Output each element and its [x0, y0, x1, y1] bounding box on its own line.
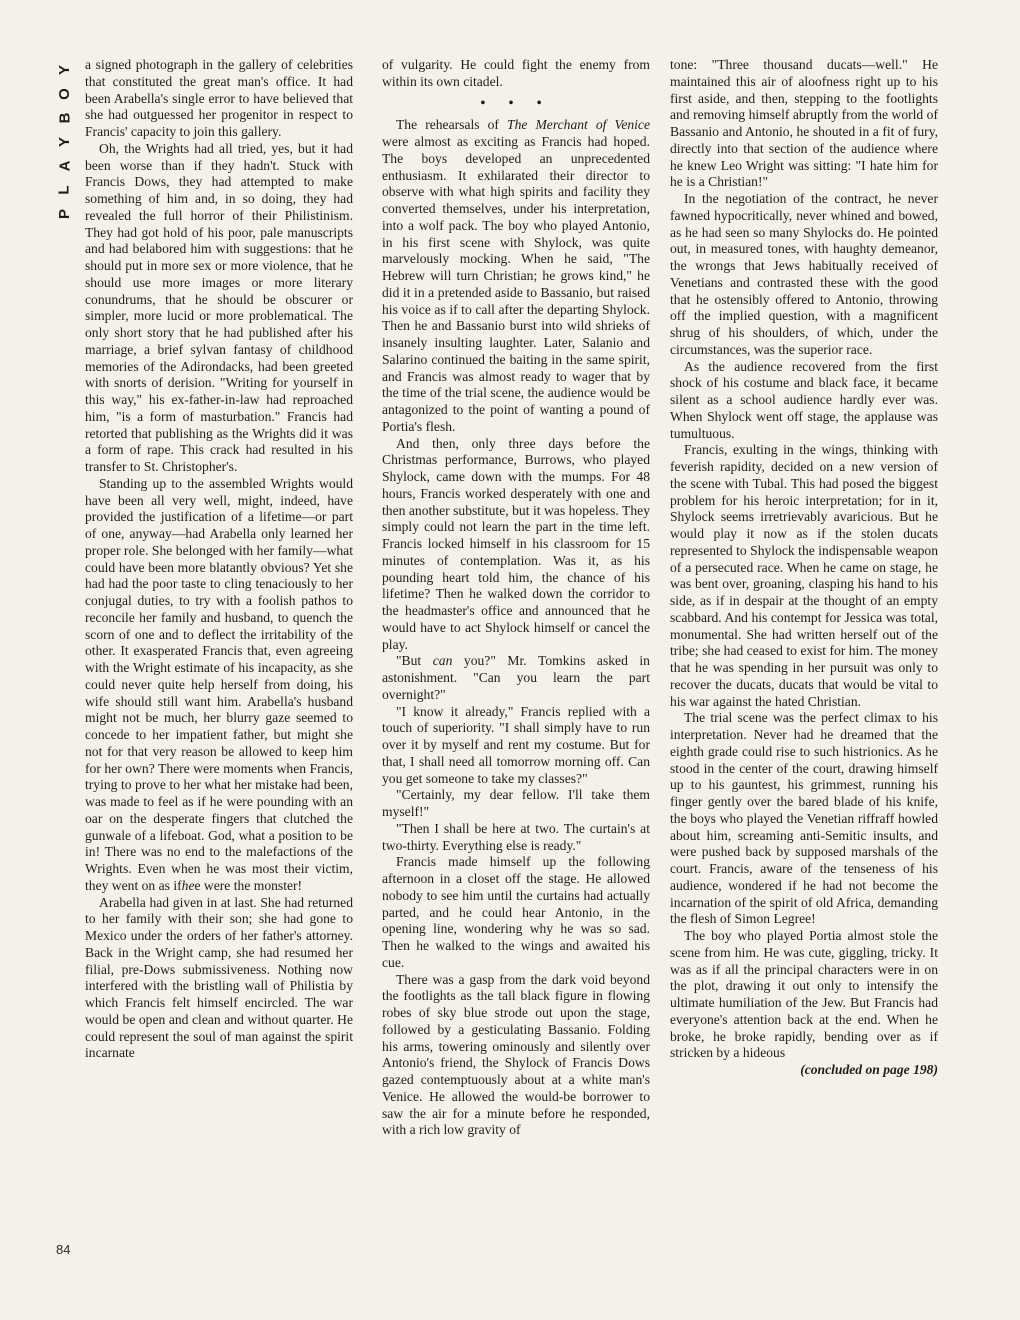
page-number: 84	[56, 1242, 71, 1257]
text-column-2	[382, 57, 650, 1139]
text-column-3	[670, 57, 938, 1079]
masthead-letter: P	[55, 208, 73, 220]
masthead-letter: O	[55, 88, 73, 100]
body-paragraph: Arabella had given in at last. She had returned to her family with their son; she had gone to Mexico under the orders of her father's attorney. Back in the Wright camp, she had resumed her filial, pre-Dows submissiveness. Nothing now interfered with the bristling wall of Philistia by which Francis felt himself encircled. The war would be open and clean and without quarter. He could represent the soul of man against the spirit incarnate	[85, 894, 353, 1061]
body-paragraph: As the audience recovered from the first shock of his costume and black face, it became silent as a school audience hardly ever was. When Shylock went off stage, the applause was tumultuous.	[670, 358, 938, 441]
body-paragraph: "Certainly, my dear fellow. I'll take them myself!"	[382, 787, 650, 819]
section-break: • • •	[480, 94, 552, 110]
body-paragraph: of vulgarity. He could fight the enemy from within its own citadel.	[382, 57, 650, 89]
masthead-letter: L	[55, 185, 73, 195]
body-paragraph: Francis made himself up the following afternoon in a closet off the stage. He allowed nobody to see him until the curtains had actually parted, and he could hear Antonio, in the opening line, wondering why he was so sad. Then he walked to the wings and awaited his cue.	[382, 854, 650, 970]
body-paragraph: There was a gasp from the dark void beyond the footlights as the tall black figure in flowing robes of sky blue strode out upon the stage, followed by a gesticulating Bassanio. Folding his arms, towering ominously and silently over Antonio's friend, the Shylock of Francis Dows gazed contemptuously about at a white man's Venice. He allowed the would-be borrower to saw the air for a minute before he responded, with a rich low gravity of	[382, 971, 650, 1138]
continued-note: (concluded on page 198)	[800, 1062, 938, 1077]
body-paragraph: In the negotiation of the contract, he never fawned hypocritically, never whined and bowed, as he had seen so many Shylocks do. He pointed out, in measured tones, with haughty demeanor, the wrongs that Jews habitually received of Venetians and contrasted these with the good that he ostensibly offered to Antonio, throwing off the implied question, with a magnificent shrug of his shoulders, of which, under the circumstances, was the superior race.	[670, 191, 938, 357]
body-paragraph: tone: "Three thousand ducats—well." He maintained this air of aloofness right up to his first aside, and then, stepping to the footlights and removing himself abruptly from the world of Bassanio and Antonio, he shouted in a fit of fury, directly into that section of the audience where he knew Leo Wright was sitting: "I hate him for he is a Christian!"	[670, 57, 938, 190]
masthead-letter: Y	[55, 136, 73, 148]
body-paragraph: Oh, the Wrights had all tried, yes, but it had been worse than if they hadn't. Stuck with Francis Dows, they had attempted to make something of him and, in so doing, they had revealed the full horror of their Philistinism. They had got hold of his poor, pale manuscripts and had belabored him with suggestions: that he should put in more sex or more violence, that he should use more images or more literary conundrums, that he should be obscurer or simpler, more lucid or more problematical. The only short story that he had published after his marriage, a brief sylvan fantasy of childhood memories of the Adirondacks, had been greeted with snorts of derision. "Writing for yourself in this way," his ex-father-in-law had reproached him, "is a form of masturbation." Francis had retorted that publishing as the Wrights did it was a form of rape. This crack had resulted in his transfer to St. Christopher's.	[85, 140, 353, 474]
body-paragraph: The boy who played Portia almost stole the scene from him. He was cute, giggling, tricky. It was as if all the principal characters were in on the plot, drawing it out only to intensify the ultimate humiliation of the Jew. But Francis had everyone's attention back at the end. When he broke, he broke rapidly, bending over as if stricken by a hideous	[670, 928, 938, 1061]
body-paragraph: "But can you?" Mr. Tomkins asked in astonishment. "Can you learn the part overnight?"	[382, 653, 650, 702]
body-paragraph: The trial scene was the perfect climax to his interpretation. Never had he dreamed that the eighth grade could rise to such histrionics. As he stood in the center of the court, drawing himself up to his gauntest, his grimmest, running his finger gently over the bared blade of his knife, the boys who played the Venetian riffraff howled about him, screaming anti-Semitic insults, and were pushed back by supposed marshals of the court. Francis, aware of the tenseness of his audience, wondered if he had not become the incarnation of the spirit of old Africa, demanding the flesh of Simon Legree!	[670, 710, 938, 927]
masthead-letter: A	[56, 160, 73, 172]
playboy-vertical-masthead	[54, 58, 76, 226]
body-paragraph: And then, only three days before the Christmas performance, Burrows, who played Shylock, came down with the mumps. For 48 hours, Francis worked desperately with one and then another substitute, but it was hopeless. They simply could not learn the part in the time left. Francis locked himself in his classroom for 15 minutes of contemplation. Was it, as his pounding heart told him, the chance of his lifetime? Then he walked down the corridor to the headmaster's office and announced that he would have to act Shylock himself or cancel the play.	[382, 435, 650, 652]
body-paragraph: a signed photograph in the gallery of celebrities that constituted the great man's office. It had been Arabella's single error to have believed that she had outguessed her progenitor in respect to Francis' capacity to join this gallery.	[85, 57, 353, 139]
text-column-1	[85, 57, 353, 1062]
body-paragraph: "Then I shall be here at two. The curtain's at two-thirty. Everything else is ready."	[382, 820, 650, 853]
body-paragraph: "I know it already," Francis replied with a touch of superiority. "I shall simply have to run over it by myself and rent my costume. But for that, I shall need all tomorrow morning off. Can you get someone to take my classes?"	[382, 703, 650, 786]
body-paragraph: Francis, exulting in the wings, thinking with feverish rapidity, decided on a new version of the scene with Tubal. This had posed the biggest problem for his heroic interpretation; for in it, Shylock seems irretrievably avaricious. But he would play it now as if the stolen ducats represented to Shylock the indispensable weapon of a persecuted race. When he came on stage, he was bent over, groaning, clasping his hand to his side, as if in despair at the thought of an empty scabbard. And his contempt for Jessica was total, monumental. She had written herself out of the tribe; she had ceased to exist for him. The money that he was spending in her pursuit was only to recover the ducats, ducats that would be vital to his war against the hated Christian.	[670, 442, 938, 709]
body-paragraph: Standing up to the assembled Wrights would have been all very well, might, indeed, have provided the justification of a lifetime—or part of one, anyway—had Arabella only learned her proper role. She belonged with her family—what could have been more blatantly obvious? Yet she had had the poor taste to cling tenaciously to her conjugal duties, to try with a foolish pathos to reconcile her family and husband, to quench the scorn of one and to deflect the irritability of the other. It exasperated Francis that, even agreeing with the Wright estimate of his incapacity, as she could never quite help herself from doing, his wife should still want him. Arabella's husband might not be much, her blurry gaze seemed to concede to her impatient father, but might she not for that very reason be allowed to keep him for her own? There were moments when Francis, trying to prove to her what her mistake had been, was made to feel as if he were pounding with an oar on the desperate fingers that clutched the gunwale of a lifeboat. God, what a position to be in! There was no end to the malefactions of the Wrights. Even when he was most their victim, they went on as ifhee were the monster!	[85, 475, 353, 893]
masthead-letter: B	[56, 112, 73, 124]
masthead-letter: Y	[55, 64, 73, 76]
body-paragraph: The rehearsals of The Merchant of Venice were almost as exciting as Francis had hoped. The boys developed an unprecedented enthusiasm. It exhilarated their director to observe with what high spirits and facility they converted themselves, under his interpretation, into a wolf pack. The boy who played Antonio, in his first scene with Shylock, was quite marvelously mocking. When he said, "The Hebrew will turn Christian; he grows kind," he did it in a pretended aside to Bassanio, but raised his voice as if to call after the departing Shylock. Then he and Bassanio burst into wild shrieks of insanely insulting laughter. Later, Salanio and Salarino continued the baiting in the same spirit, and Francis was almost ready to wager that by the time of the trial scene, the audience would be antagonized to the point of wanting a pound of Portia's flesh.	[382, 117, 650, 434]
